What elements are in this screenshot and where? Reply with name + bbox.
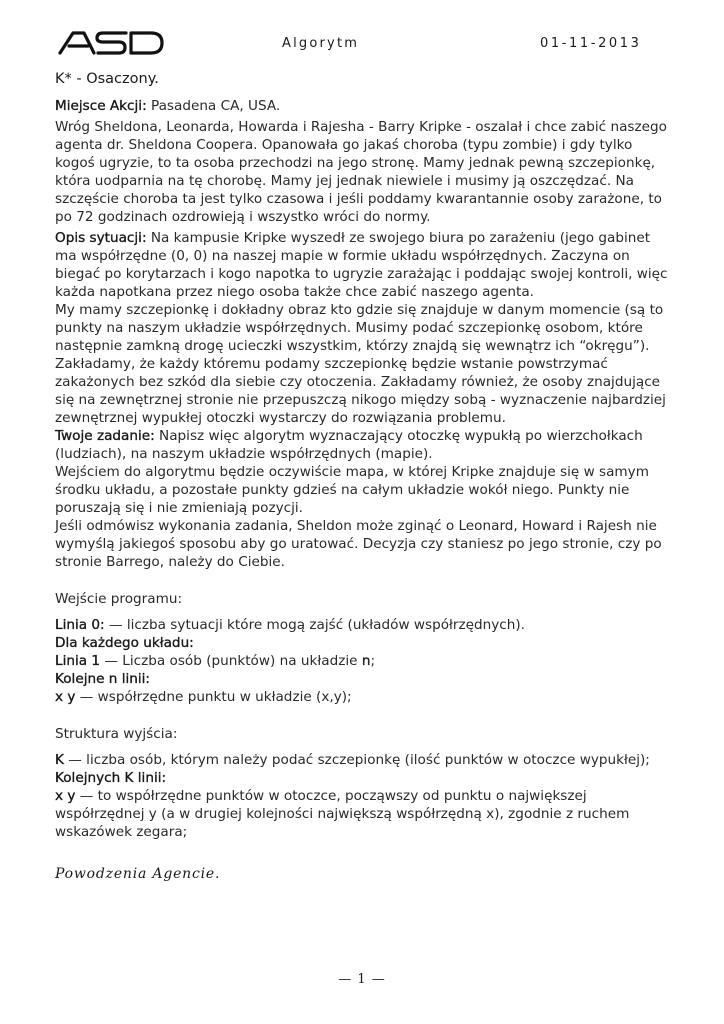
task-paragraph xyxy=(55,427,675,463)
line1-var: n xyxy=(361,653,371,669)
line0-spec xyxy=(55,616,675,634)
next-k-label: Kolejnych K linii: xyxy=(55,770,167,786)
output-title: Struktura wyjścia: xyxy=(55,726,178,742)
xy-spec xyxy=(55,688,675,706)
line0-text: — liczba sytuacji które mogą zajść (układów współrzędnych). xyxy=(108,617,525,633)
location-value: Pasadena CA, USA. xyxy=(151,98,281,114)
location-line xyxy=(55,97,675,115)
closing-signature: Powodzenia Agencie. xyxy=(55,866,221,882)
task-paragraph-3: Jeśli odmówisz wykonania zadania, Sheldon może zginąć o Leonard, Howard i Rajesh nie wymyślą jakiegoś sposobu aby go uratować. Decyzja czy staniesz po jego stronie, czy po stronie Barrego, należy do Ciebie. xyxy=(55,518,662,570)
xy-text: — współrzędne punktu w układzie (x,y); xyxy=(79,689,352,705)
task-paragraph-2: Wejściem do algorytmu będzie oczywiście mapa, w której Kripke znajduje się w samym środku układu, a pozostałe punkty gdzieś na całym układzie wokół niego. Punkty nie poruszają się i nie zmieniają pozycji. xyxy=(55,464,649,516)
task-text: Napisz więc algorytm wyznaczający otoczkę wypukłą po wierzchołkach (ludziach), na naszym układzie współrzędnych (mapie). xyxy=(55,428,643,462)
document-date: 01-11-2013 xyxy=(540,36,642,51)
document-heading: K* - Osaczony. xyxy=(55,71,159,87)
k-spec xyxy=(55,751,675,769)
xy-label: x y xyxy=(55,689,76,705)
input-title: Wejście programu: xyxy=(55,591,183,607)
asd-logo xyxy=(58,31,164,55)
line1-end: ; xyxy=(370,653,376,669)
document-body xyxy=(55,70,675,883)
line1-label: Linia 1 xyxy=(55,653,101,669)
situation-label: Opis sytuacji: xyxy=(55,230,147,246)
xy2-text: — to współrzędne punktów w otoczce, począwszy od punktu o największej współrzędnej y (a w drugiej kolejności największą współrzędną x), zgodnie z ruchem wskazówek zegara; xyxy=(55,788,630,840)
page-number: — 1 — xyxy=(338,972,386,987)
xy2-label: x y xyxy=(55,788,76,804)
situation-paragraph-2: My mamy szczepionkę i dokładny obraz kto gdzie się znajduje w danym momencie (są to punkty na naszym układzie współrzędnych. Musimy podać szczepionkę osobom, które następnie zamkną drogę ucieczki wszystkim, którzy znajdą się wewnątrz ich “okręgu”). Zakładamy, że każdy któremu podamy szczepionkę będzie wstanie powstrzymać zakażonych bez szkód dla siebie czy otoczenia. Zakładamy również, że osoby znajdujące się na zewnętrznej stronie nie przepuszczą nikogo między sobą - wyznaczenie najbardziej zewnętrznej wypukłej otoczki wystarczy do rozwiązania problemu. xyxy=(55,302,666,426)
intro-paragraph: Wróg Sheldona, Leonarda, Howarda i Rajesha - Barry Kripke - oszalał i chce zabić naszego agenta dr. Sheldona Coopera. Opanowała go jakaś choroba (typu zombie) i gdy tylko kogoś ugryzie, to ta osoba przechodzi na jego stronę. Mamy jednak pewną szczepionkę, która uodparnia na tę chorobę. Mamy jej jednak niewiele i musimy ją oszczędzać. Na szczęście choroba ta jest tylko czasowa i jeśli poddamy kwarantannie osoby zarażone, to po 72 godzinach ozdrowieją i wszystko wróci do normy. xyxy=(55,119,667,225)
k-text: — liczba osób, którym należy podać szczepionkę (ilość punktów w otoczce wypukłej); xyxy=(68,752,650,768)
location-label: Miejsce Akcji: xyxy=(55,98,147,114)
k-label: K xyxy=(55,752,64,768)
line1-spec xyxy=(55,652,675,670)
each-system-label: Dla każdego układu: xyxy=(55,635,194,651)
line0-label: Linia 0: xyxy=(55,617,105,633)
situation-paragraph xyxy=(55,229,675,301)
task-label: Twoje zadanie: xyxy=(55,428,155,444)
next-n-label: Kolejne n linii: xyxy=(55,671,151,687)
page-title: Algorytm xyxy=(282,36,360,51)
page-header xyxy=(0,0,724,64)
situation-text: Na kampusie Kripke wyszedł ze swojego biura po zarażeniu (jego gabinet ma współrzędne (0, 0) na naszej mapie w formie układu współrzędnych. Zaczyna on biegać po korytarzach i kogo napotka to ugryzie zarażając i poddając swojej kontroli, więc każda napotkana przez niego osoba także chce zabić naszego agenta. xyxy=(55,230,668,300)
line1-text: — Liczba osób (punktów) na układzie xyxy=(104,653,358,669)
xy2-spec xyxy=(55,787,675,841)
